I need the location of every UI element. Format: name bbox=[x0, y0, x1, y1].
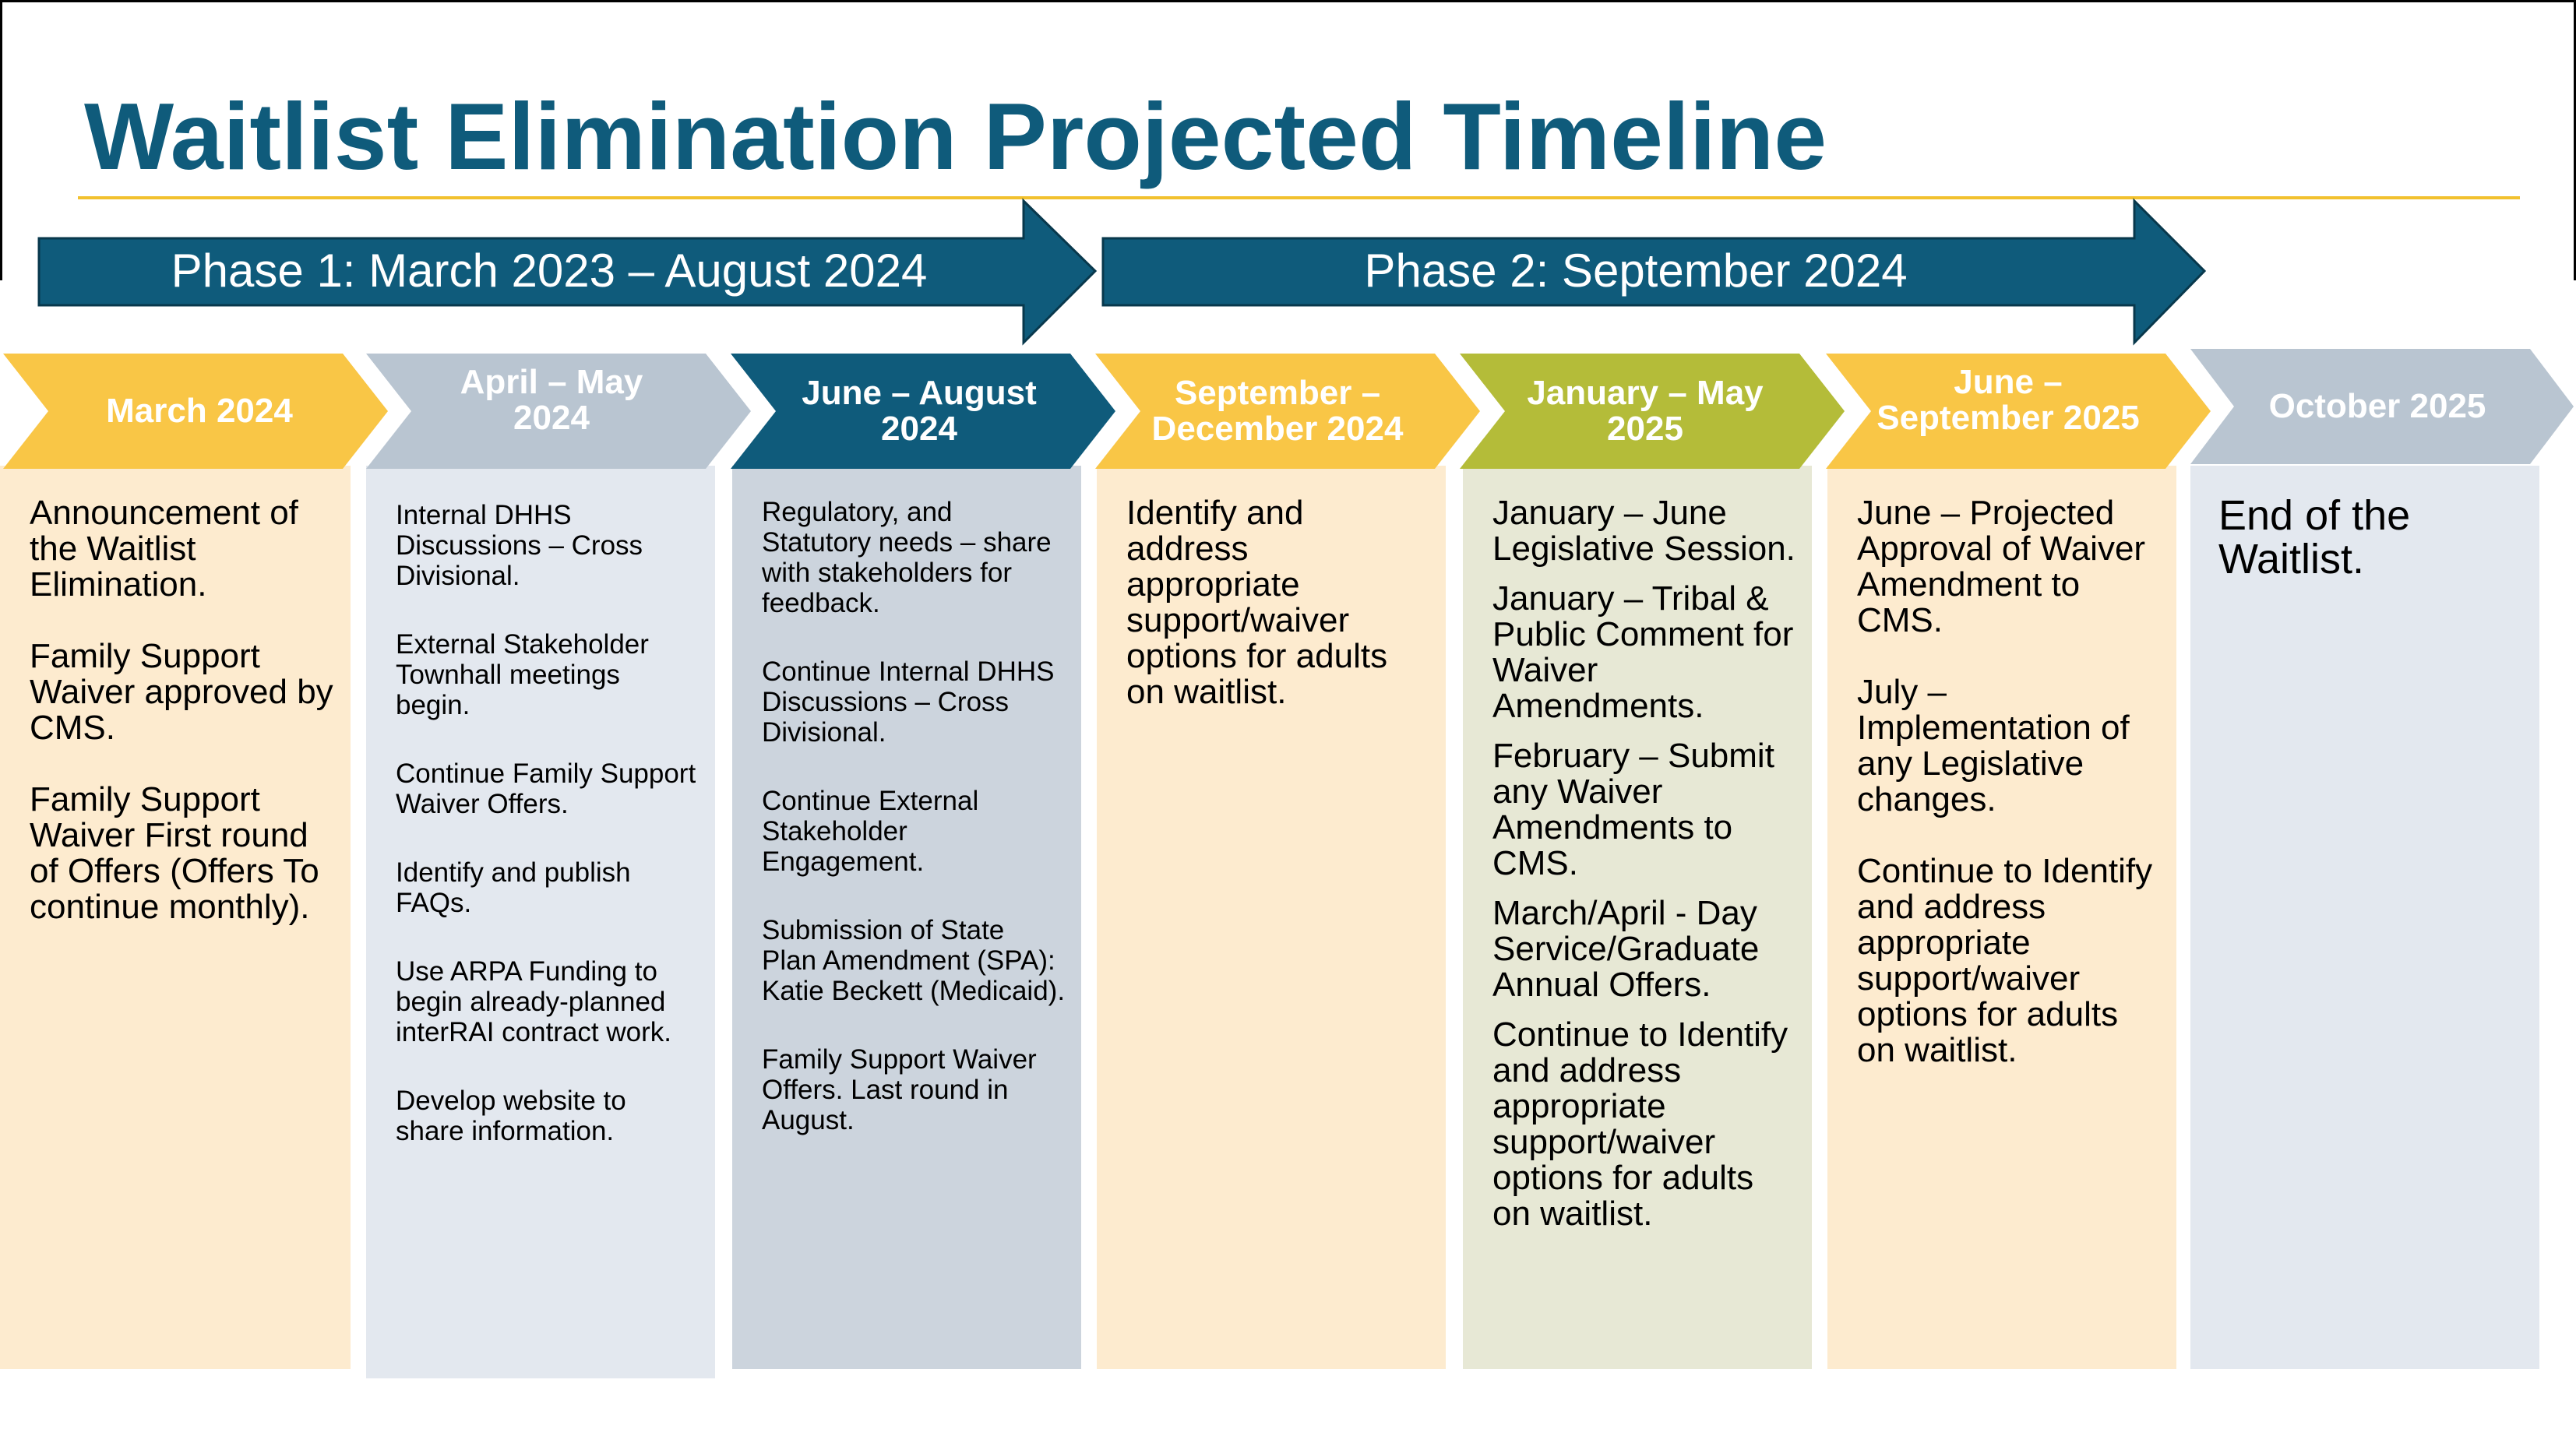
column-6-body bbox=[1827, 466, 2176, 1369]
list-item: End of the Waitlist. bbox=[2218, 492, 2411, 582]
phase-2-label: Phase 2: September 2024 bbox=[1364, 245, 1908, 297]
column-4-body bbox=[1097, 466, 1446, 1369]
column-4-items bbox=[1126, 495, 1430, 710]
list-item: January – Tribal & Public Comment for Waiver Amendments. bbox=[1492, 579, 1794, 725]
list-item: External Stakeholder Townhall meetings begin. bbox=[396, 629, 649, 720]
list-item: February – Submit any Waiver Amendments to CMS. bbox=[1492, 737, 1774, 882]
phase-1-label: Phase 1: March 2023 – August 2024 bbox=[171, 245, 928, 297]
list-item: Use ARPA Funding to begin already-planned interRAI contract work. bbox=[396, 956, 671, 1047]
column-7-items bbox=[2218, 494, 2524, 581]
list-item: Submission of State Plan Amendment (SPA): Katie Beckett (Medicaid). bbox=[762, 915, 1066, 1006]
column-1-body bbox=[0, 466, 351, 1369]
list-item: Continue to Identify and address appropriate support/waiver options for adults on waitlist. bbox=[1492, 1015, 1788, 1233]
list-item: March/April - Day Service/Graduate Annual Offers. bbox=[1492, 894, 1760, 1004]
column-5-header bbox=[1460, 354, 1845, 469]
list-item: Family Support Waiver Offers. Last round in August. bbox=[762, 1044, 1037, 1135]
list-item: June – Projected Approval of Waiver Amendment to CMS. bbox=[1857, 494, 2146, 639]
list-item: Continue Family Support Waiver Offers. bbox=[396, 758, 696, 819]
column-3-items bbox=[762, 497, 1066, 1135]
column-1-header-label: March 2024 bbox=[106, 391, 293, 430]
list-item: Continue Internal DHHS Discussions – Cross Divisional. bbox=[762, 656, 1055, 748]
column-5-items bbox=[1492, 495, 1796, 1232]
column-2-items bbox=[396, 500, 700, 1146]
list-item: Identify and address appropriate support/waiver options for adults on waitlist. bbox=[1126, 494, 1388, 711]
column-2-header bbox=[366, 354, 751, 469]
column-7-body bbox=[2190, 466, 2539, 1369]
list-item: Internal DHHS Discussions – Cross Divisional. bbox=[396, 500, 643, 591]
column-3-body bbox=[732, 466, 1081, 1369]
column-6-header bbox=[1826, 354, 2211, 469]
column-3-header bbox=[731, 354, 1115, 469]
column-2-body bbox=[366, 466, 715, 1378]
page-title: Waitlist Elimination Projected Timeline bbox=[84, 83, 1827, 189]
column-5-header-label: January – May 2025 bbox=[1527, 373, 1764, 448]
column-1-items bbox=[30, 495, 335, 925]
column-5-body bbox=[1463, 466, 1812, 1369]
column-4-header bbox=[1095, 354, 1480, 469]
column-3-header-label: June – August 2024 bbox=[802, 373, 1037, 448]
list-item: Develop website to share information. bbox=[396, 1086, 626, 1146]
column-6-header-label: June – September 2025 bbox=[1876, 362, 2140, 437]
column-1-header bbox=[3, 354, 388, 469]
column-4-header-label: September – December 2024 bbox=[1151, 373, 1404, 448]
list-item: Continue to Identify and address appropriate support/waiver options for adults on waitlist. bbox=[1857, 852, 2153, 1069]
list-item: January – June Legislative Session. bbox=[1492, 494, 1795, 568]
column-2-header-label: April – May 2024 bbox=[460, 362, 643, 437]
column-7-header-label: October 2025 bbox=[2268, 386, 2486, 425]
list-item: Continue External Stakeholder Engagement. bbox=[762, 786, 979, 877]
list-item: Identify and publish FAQs. bbox=[396, 857, 631, 918]
list-item: Announcement of the Waitlist Elimination. bbox=[30, 494, 298, 604]
list-item: Family Support Waiver approved by CMS. bbox=[30, 637, 333, 747]
column-6-items bbox=[1857, 495, 2161, 1068]
phase-arrows bbox=[0, 0, 2576, 358]
list-item: Family Support Waiver First round of Offers (Offers To continue monthly). bbox=[30, 780, 319, 926]
column-7-header bbox=[2190, 349, 2574, 464]
list-item: July – Implementation of any Legislative changes. bbox=[1857, 673, 2130, 818]
list-item: Regulatory, and Statutory needs – share with stakeholders for feedback. bbox=[762, 497, 1052, 618]
